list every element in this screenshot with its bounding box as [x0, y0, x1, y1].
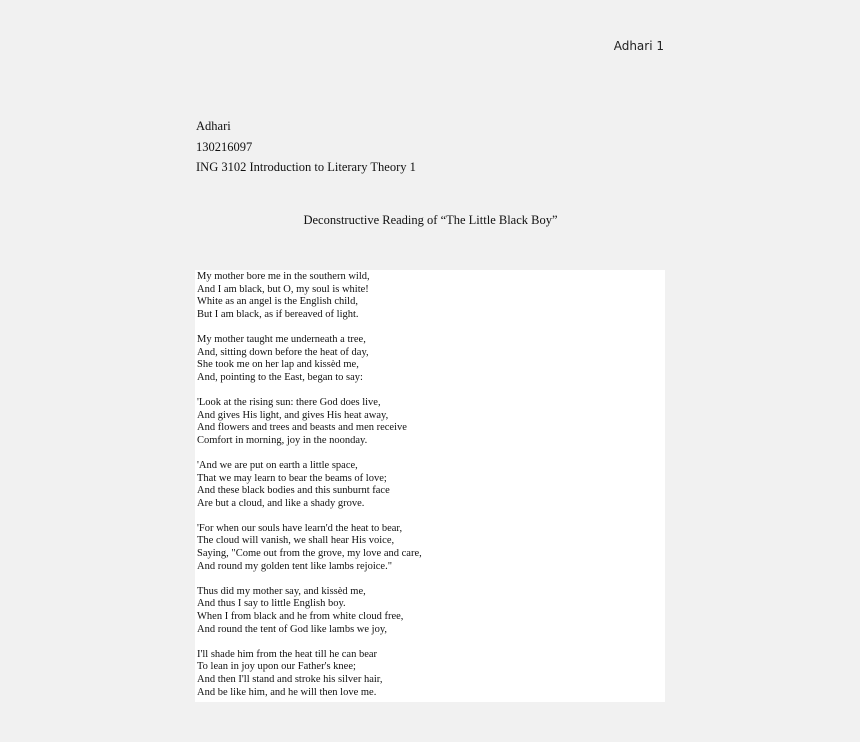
poem-line: And gives His light, and gives His heat away,: [197, 409, 389, 421]
poem-line: Saying, "Come out from the grove, my love and care,: [197, 548, 422, 560]
poem-line: I'll shade him from the heat till he can bear: [197, 648, 378, 660]
poem-stanza: [197, 586, 665, 636]
poem-line: And, sitting down before the heat of day,: [197, 346, 369, 358]
poem-line: And, pointing to the East, began to say:: [197, 371, 363, 383]
poem-stanza: [197, 397, 665, 447]
poem-line: And round my golden tent like lambs rejoice.": [197, 560, 392, 572]
course-name: ING 3102 Introduction to Literary Theory 1: [196, 160, 416, 174]
poem-line: My mother taught me underneath a tree,: [197, 333, 366, 345]
poem-stanza: [197, 649, 665, 699]
poem-line: Thus did my mother say, and kissèd me,: [197, 585, 366, 597]
author-name: Adhari: [196, 119, 231, 133]
poem-line: She took me on her lap and kissèd me,: [197, 359, 359, 371]
poem-line: And thus I say to little English boy.: [197, 598, 346, 610]
poem-line: 'And we are put on earth a little space,: [197, 459, 358, 471]
poem-line: And round the tent of God like lambs we joy,: [197, 623, 388, 635]
poem-line: And these black bodies and this sunburnt face: [197, 485, 390, 497]
poem-line: That we may learn to bear the beams of love;: [197, 472, 387, 484]
poem-line: And flowers and trees and beasts and men receive: [197, 422, 407, 434]
document-title: Deconstructive Reading of “The Little Black Boy”: [303, 213, 558, 227]
poem-line: The cloud will vanish, we shall hear His voice,: [197, 535, 395, 547]
poem-excerpt: [195, 270, 665, 702]
poem-line: Comfort in morning, joy in the noonday.: [197, 434, 368, 446]
poem-line: 'For when our souls have learn'd the heat to bear,: [197, 522, 403, 534]
poem-line: 'Look at the rising sun: there God does live,: [197, 396, 381, 408]
poem-line: And be like him, and he will then love me.: [197, 686, 377, 698]
poem-stanza: [197, 460, 665, 510]
poem-line: White as an angel is the English child,: [197, 296, 358, 308]
poem-stanza: [197, 334, 665, 384]
poem-stanza: [197, 523, 665, 573]
poem-line: But I am black, as if bereaved of light.: [197, 308, 359, 320]
page-number: Adhari 1: [613, 39, 664, 53]
poem-stanza: [197, 271, 665, 321]
poem-line: My mother bore me in the southern wild,: [197, 271, 370, 282]
poem-line: When I from black and he from white cloud free,: [197, 611, 404, 623]
poem-line: And then I'll stand and stroke his silver hair,: [197, 674, 383, 685]
poem-line: And I am black, but O, my soul is white!: [197, 283, 369, 295]
poem-line: To lean in joy upon our Father's knee;: [197, 661, 356, 673]
poem-line: Are but a cloud, and like a shady grove.: [197, 497, 365, 509]
student-id: 130216097: [196, 139, 253, 154]
document-header: [196, 116, 416, 178]
